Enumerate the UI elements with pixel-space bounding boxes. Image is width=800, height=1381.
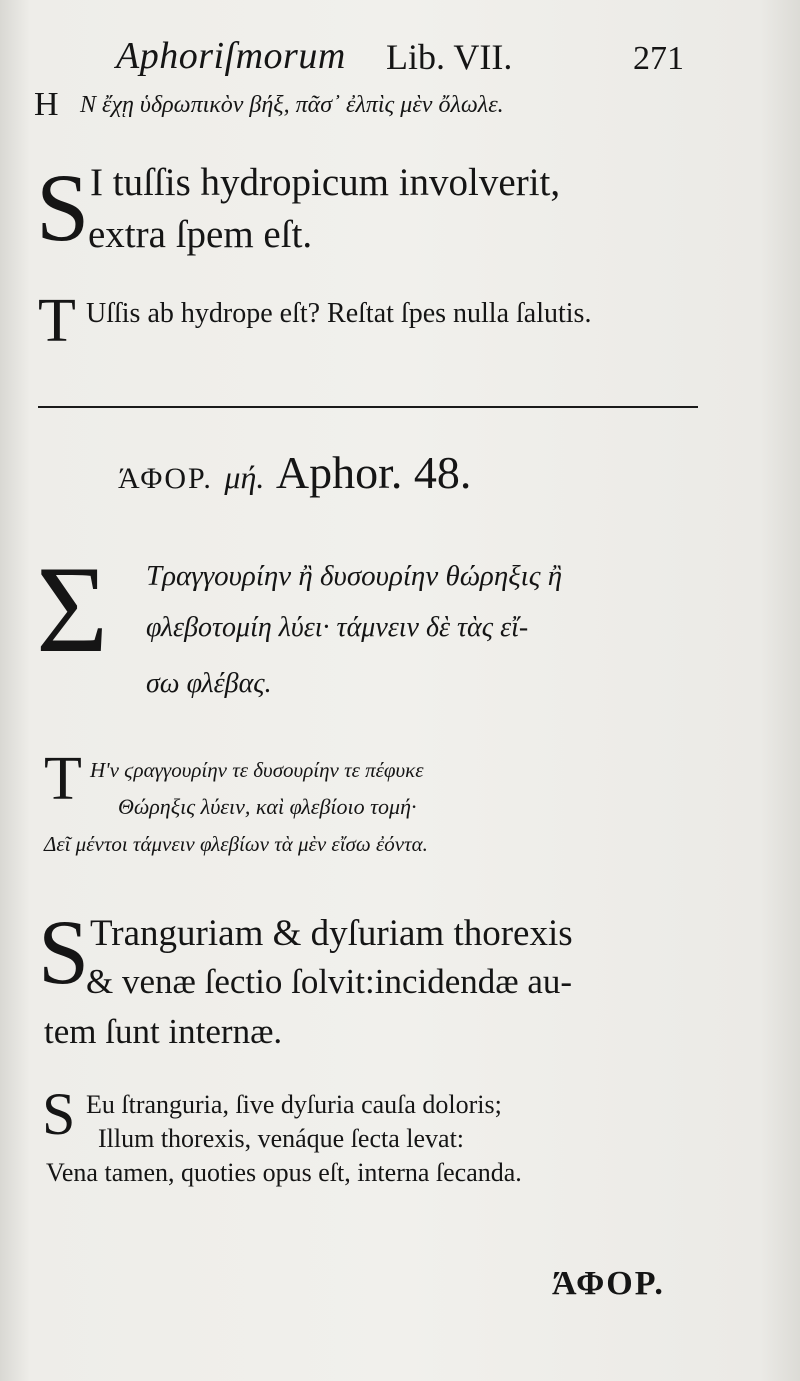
greek-verse-line-3: Δεῖ μέντοι τάμνειν φλεβίων τὰ μὲν εἴσω ἐόντα. [44,832,428,856]
section-divider [38,406,698,408]
greek-verse-line-2: Θώρηξις λύειν, καὶ φλεβίοιο τομή· [118,794,417,819]
final-verse-line-3: Vena tamen, quoties opus eſt, interna ſecanda. [46,1158,522,1187]
greek-aphorism-line: Ν ἔχῃ ὑδρωπικὸν βήξ, πᾶσ᾽ ἐλπὶς μὲν ὄλωλε. [80,92,504,118]
greek-dropcap-h: H [34,86,59,123]
greek-verse-dropcap-t: T [44,745,82,813]
latin-dropcap-s: S [36,154,90,261]
latin-dropcap-s-2: S [38,901,90,1003]
greek-dropcap-sigma: Σ [36,541,109,678]
final-verse-line-1: Eu ſtranguria, ſive dyſuria cauſa doloris; [86,1090,502,1119]
running-title: Aphoriſmorum [116,35,346,77]
latin2-line-1: Tranguriam & dyſuriam thorexis [90,913,573,954]
latin2-line-3: tem ſunt internæ. [44,1012,283,1051]
book-number: Lib. VII. [386,37,513,77]
verse-line: Uſſis ab hydrope eſt? Reſtat ſpes nulla ſalutis. [86,298,592,329]
aphorism-heading-greek: ΆΦΟΡ. [118,462,213,495]
verse-dropcap-t: T [38,287,76,355]
latin2-line-2: & venæ ſectio ſolvit:incidendæ au- [86,962,573,1001]
latin-line-1: I tuſſis hydropicum involverit, [90,161,561,204]
final-dropcap-s: S [42,1081,76,1147]
page-number: 271 [633,40,684,77]
aphorism-heading-latin: Aphor. 48. [275,447,472,498]
aphorism-heading [118,446,471,499]
latin-line-2: extra ſpem eſt. [88,213,313,256]
greek-line-1: Τραγγουρίην ἢ δυσουρίην θώρηξις ἢ [146,560,563,592]
greek-verse-line-1: Η'ν ϛραγγουρίην τε δυσουρίην τε πέφυκε [90,758,424,782]
aphorism-heading-greek-number: μή. [224,459,265,495]
greek-line-2: φλεβοτομίη λύει· τάμνειν δὲ τὰς εἴ- [146,612,529,643]
final-verse-line-2: Illum thorexis, venáque ſecta levat: [98,1124,465,1153]
catchword: ΆΦΟΡ. [552,1265,665,1302]
greek-line-3: σω φλέβας. [146,668,272,699]
